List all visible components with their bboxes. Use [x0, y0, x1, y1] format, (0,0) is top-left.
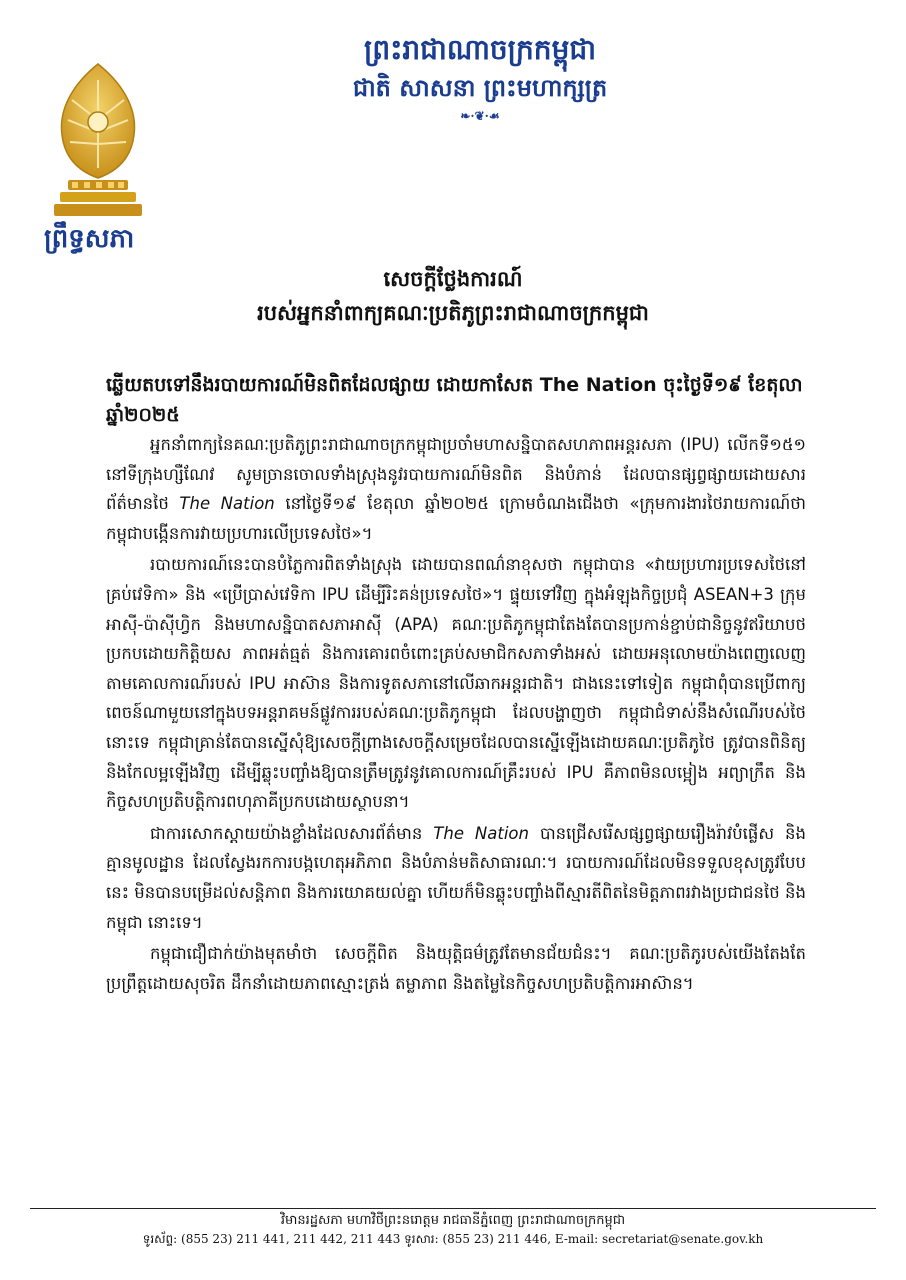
- statement-headline: ឆ្លើយតបទៅនឹងរបាយការណ៍មិនពិតដែលផ្សាយ ដោយកាសែត The Nation ចុះថ្ងៃទី១៩ ខែតុលា ឆ្នាំ២០២៥: [106, 374, 803, 426]
- senate-name: ព្រឹទ្ធសភា: [44, 224, 135, 254]
- kingdom-header: [250, 30, 710, 126]
- senate-emblem-logo: [48, 60, 148, 220]
- paragraph-4: កម្ពុជាជឿជាក់យ៉ាងមុតមាំថា សេចក្តីពិត និងយុត្តិធម៌ត្រូវតែមានជ័យជំនះ។ គណៈប្រតិភូរបស់យើងតែងតែប្រព្រឹត្តដោយសុចរិត ដឹកនាំដោយភាពស្មោះត្រង់ តម្លាភាព និងតម្លៃនៃកិច្ចសហប្រតិបត្តិការអាស៊ាន។: [106, 944, 806, 993]
- footer: [0, 1212, 906, 1248]
- paragraph-3-source: The Nation: [433, 823, 529, 843]
- paragraph-2: របាយការណ៍នេះបានបំភ្លៃការពិតទាំងស្រុង ដោយបានពណ៌នាខុសថា កម្ពុជាបាន «វាយប្រហារប្រទេសថៃនៅគ្រប់វេទិកា» និង «ប្រើប្រាស់វេទិកា IPU ដើម្បីរិះគន់ប្រទេសថៃ»។ ផ្ទុយទៅវិញ ក្នុងអំឡុងកិច្ចប្រជុំ ASEAN+3 ក្រុមអាស៊ី-ប៉ាស៊ីហ្វិក និងមហាសន្និបាតសភាអាស៊ី (APA) គណៈប្រតិភូកម្ពុជាតែងតែបានប្រកាន់ខ្ជាប់ជានិច្ចនូវឥរិយាបថប្រកបដោយកិត្តិយស ភាពអត់ធ្មត់ និងការគោរពចំពោះគ្រប់សមាជិកសភាទាំងអស់ ដោយអនុលោមយ៉ាងពេញលេញតាមគោលការណ៍របស់ IPU អាស៊ាន និងការទូតសភានៅលើឆាកអន្តរជាតិ។ ជាងនេះទៅទៀត កម្ពុជាពុំបានប្រើពាក្យពេចន៍ណាមួយនៅក្នុងបទអន្តរាគមន៍ផ្លូវការរបស់គណៈប្រតិភូកម្ពុជា ដែលបង្ហាញថា កម្ពុជាជំទាស់នឹងសំណើរបស់ថៃនោះទេ កម្ពុជាគ្រាន់តែបានស្នើសុំឱ្យសេចក្តីព្រាងសេចក្តីសម្រេចដែលបានស្នើឡើងដោយគណៈប្រតិភូថៃ ត្រូវបានពិនិត្យ និងកែលម្អឡើងវិញ ដើម្បីឆ្លុះបញ្ចាំងឱ្យបានត្រឹមត្រូវនូវគោលការណ៍គ្រឹះរបស់ IPU គឺភាពមិនលម្អៀង អព្យាក្រឹត និងកិច្ចសហប្រតិបត្តិការពហុភាគីប្រកបដោយស្ថាបនា។: [106, 555, 806, 812]
- paragraph-1: [106, 430, 806, 548]
- footer-address: វិមានរដ្ឋសភា មហាវិថីព្រះនរោត្តម រាជធានីភ្នំពេញ ព្រះរាជាណាចក្រកម្ពុជា: [280, 1213, 626, 1228]
- paragraph-3-text-a: ជាការសោកស្តាយយ៉ាងខ្លាំងដែលសារព័ត៌មាន: [150, 823, 434, 843]
- statement-title: [60, 262, 846, 330]
- title-line-2: របស់អ្នកនាំពាក្យគណៈប្រតិភូព្រះរាជាណាចក្រកម្ពុជា: [257, 301, 649, 325]
- title-line-1: សេចក្តីថ្លែងការណ៍: [383, 267, 523, 291]
- paragraph-1-source: The Nation: [179, 494, 275, 514]
- footer-contact: ទូរស័ព្ទ: (855 23) 211 441, 211 442, 211 443 ទូរសារ: (855 23) 211 446, E-mail: secretariat@senate.gov.kh: [142, 1232, 764, 1246]
- footer-divider: [30, 1208, 876, 1209]
- national-motto: ជាតិ សាសនា ព្រះមហាក្សត្រ: [352, 73, 608, 102]
- paragraph-3-text-b: បានជ្រើសរើសផ្សព្វផ្សាយរឿងរ៉ាវបំផ្លើស និងគ្មានមូលដ្ឋាន ដែលស្វែងរកការបង្កហេតុអភិភាព និងបំភាន់មតិសាធារណៈ។ របាយការណ៍ដែលមិនទទួលខុសត្រូវបែបនេះ មិនបានបម្រើដល់សន្តិភាព និងការយោគយល់គ្នា ហើយក៏មិនឆ្លុះបញ្ចាំងពីស្មារតីពិតនៃមិត្តភាពរវាងប្រជាជនថៃ និងកម្ពុជា នោះទេ។: [106, 823, 806, 932]
- statement-body: [106, 430, 806, 1000]
- paragraph-1-text-a: អ្នកនាំពាក្យនៃគណៈប្រតិភូព្រះរាជាណាចក្រកម្ពុជាប្រចាំមហាសន្និបាតសហភាពអន្តរសភា (IPU) លើកទី១៥១ នៅទីក្រុងហ្សឺណែវ សូមច្រានចោលទាំងស្រុងនូវរបាយការណ៍មិនពិត និងបំភាន់ ដែលបានផ្សព្វផ្សាយដោយសារព័ត៌មានថៃ: [106, 435, 806, 514]
- paragraph-3: [106, 819, 806, 937]
- paragraph-1-text-b: នៅថ្ងៃទី១៩ ខែតុលា ឆ្នាំ២០២៥ ក្រោមចំណងជើងថា «ក្រុមការងារថៃរាយការណ៍ថា កម្ពុជាបង្កើនការវាយប្រហារលើប្រទេសថៃ»។: [106, 494, 806, 543]
- ornament-divider: ❧·❦·☙: [460, 109, 500, 123]
- kingdom-title: ព្រះរាជាណាចក្រកម្ពុជា: [363, 33, 596, 66]
